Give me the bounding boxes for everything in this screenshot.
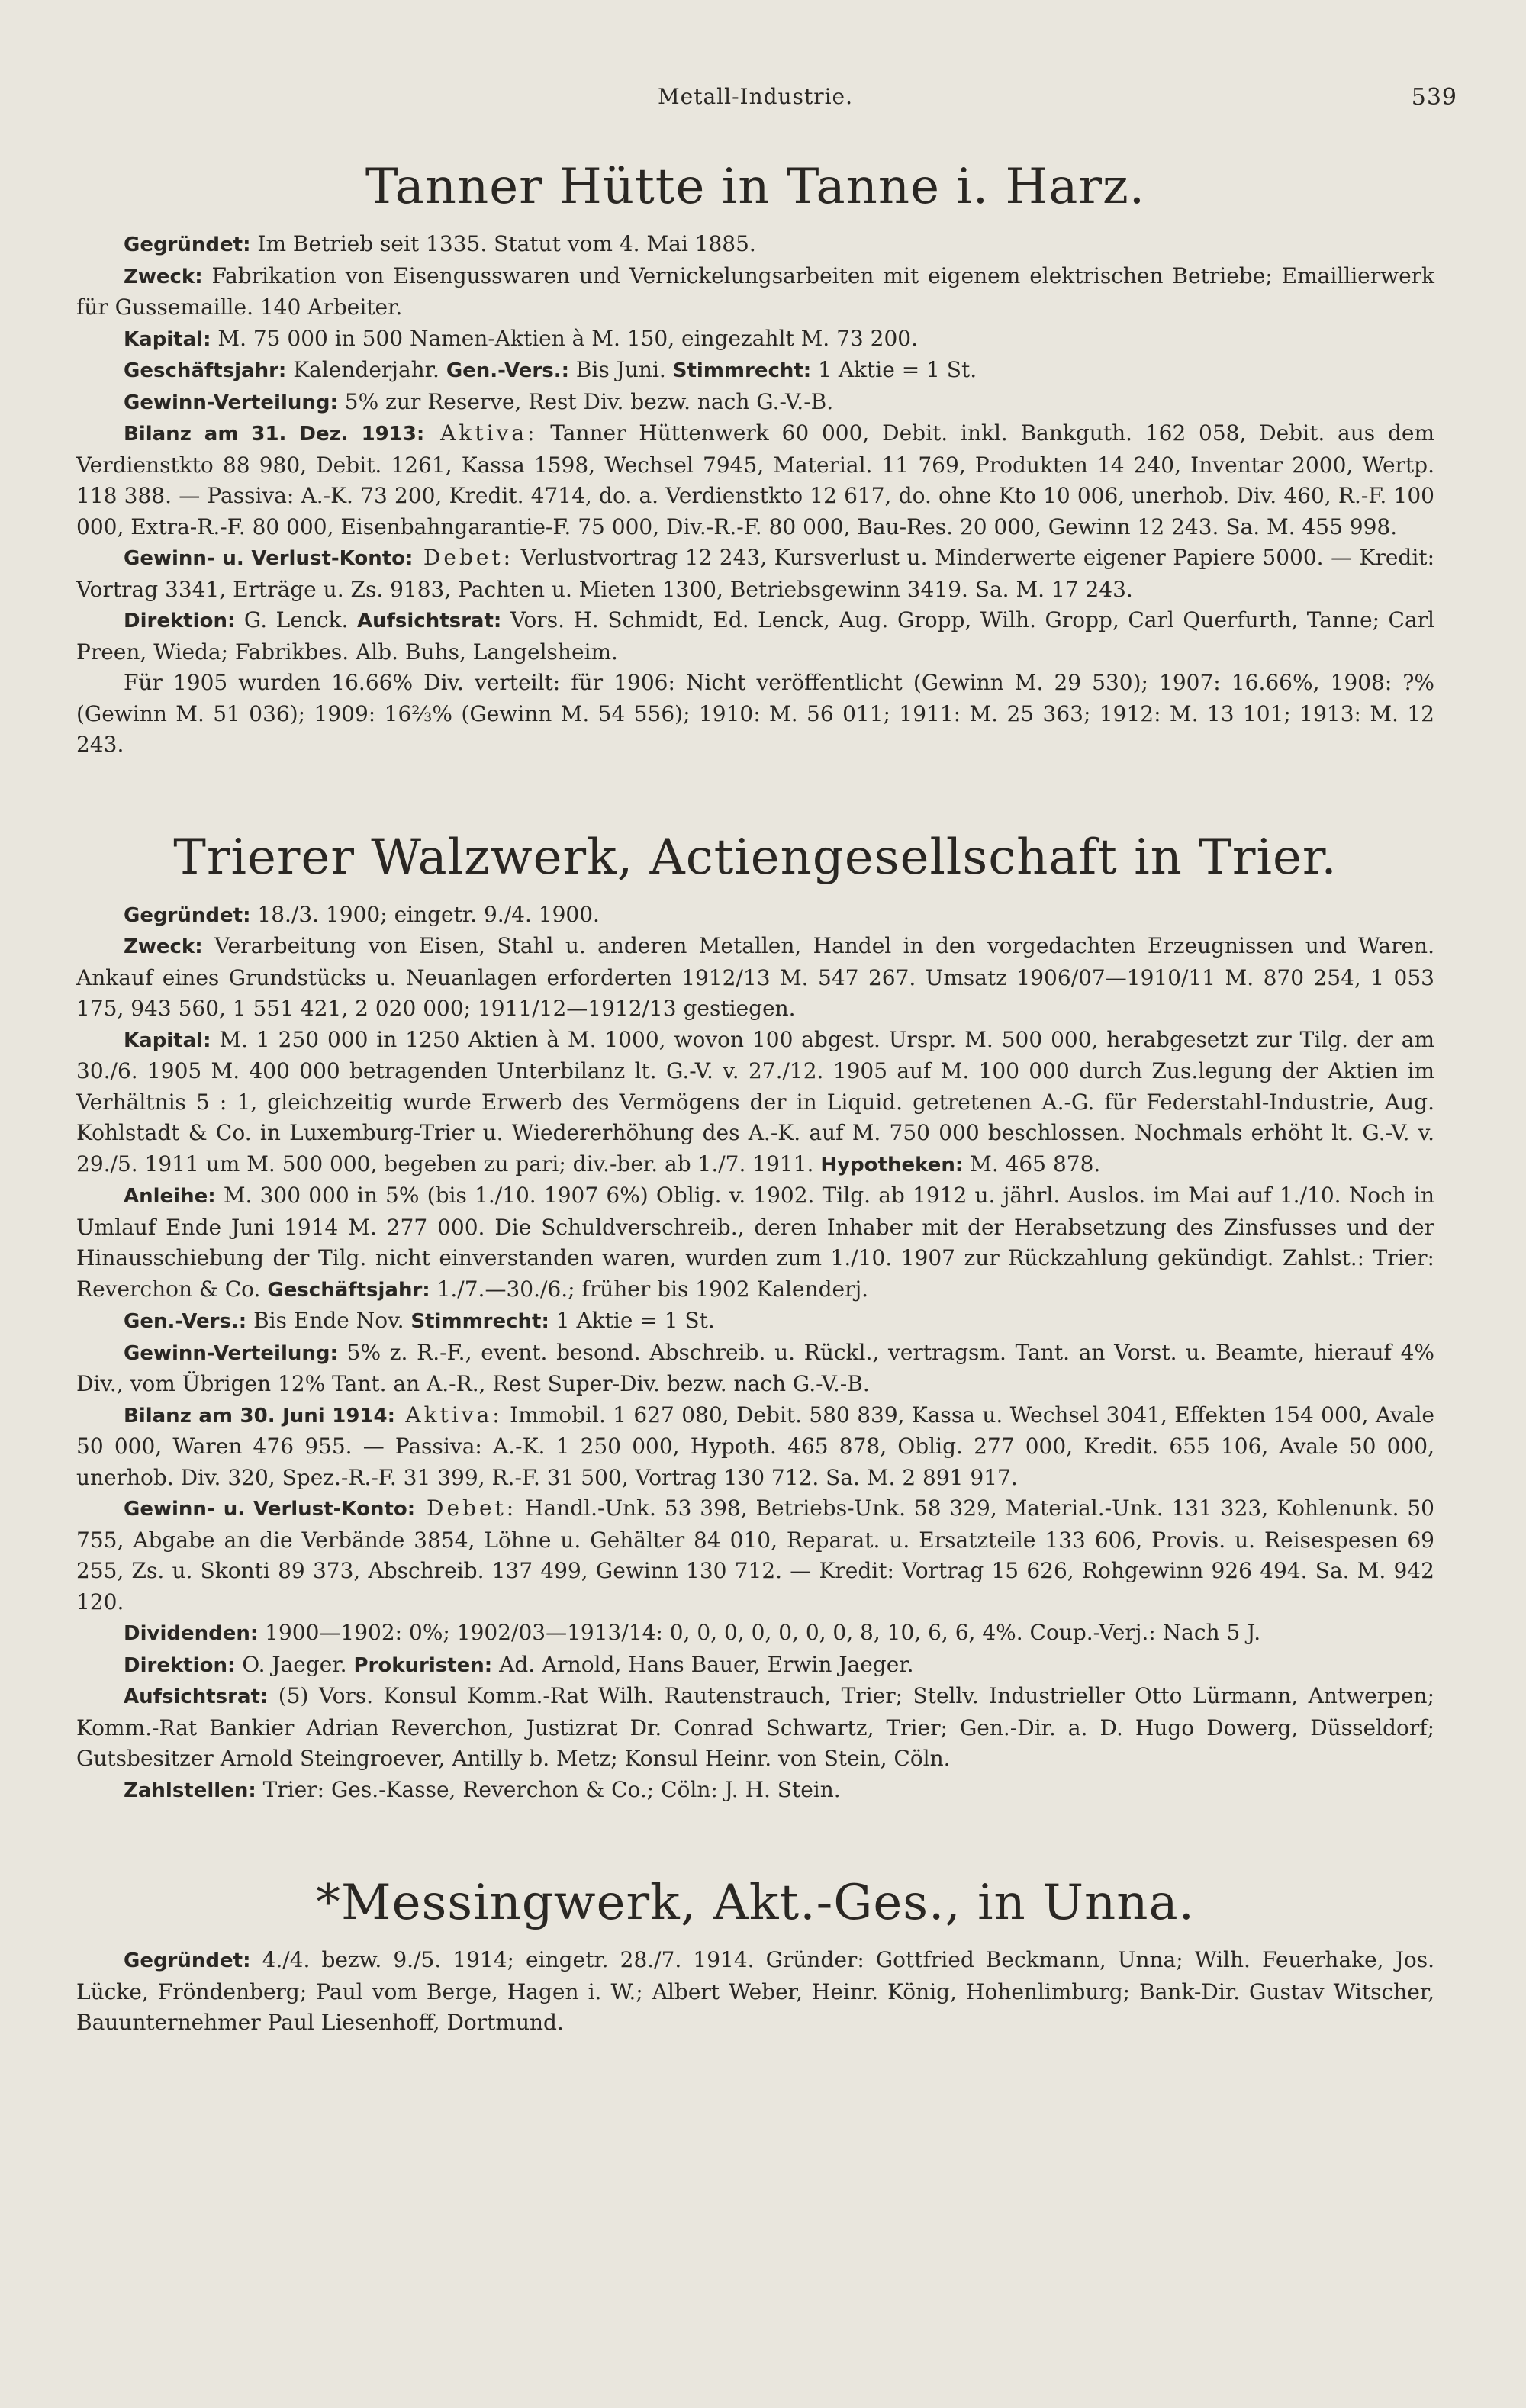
entry-label: Gen.-Vers.: [124,1310,247,1333]
entry-text-2: Bis Juni. [568,357,666,382]
entry-aufsichtsrat [76,1681,1434,1775]
entry-text: Bis Ende Nov. [246,1308,404,1333]
entry-spaced: Aktiva: [395,1402,503,1428]
entry-text-3: 1 Aktie = 1 St. [811,357,977,382]
entry-zweck [76,261,1434,324]
entry-label: Gewinn- u. Verlust-Konto: [124,1498,416,1521]
entry-label: Direktion: [124,1653,236,1677]
entry-label: Zweck: [124,935,203,958]
entry-label-2: Hypotheken: [820,1153,964,1177]
entry-spaced: Aktiva: [424,420,538,446]
entry-text: Fabrikation von Eisengusswaren und Vernickelungsarbeiten mit eigenem elektrischen Betriebe; Emaillierwerk für Gussemaille. 140 Arbeiter. [76,262,1434,320]
entry-zahlstellen [76,1775,1434,1807]
company-section-trierer-walzwerk [76,829,1434,1807]
entry-label: Direktion: [124,610,236,633]
entry-text: G. Lenck. [235,607,349,633]
entry-label: Zahlstellen: [124,1779,256,1802]
entry-label: Gewinn- u. Verlust-Konto: [124,547,414,570]
entry-bilanz [76,1400,1434,1494]
entry-text: 5% zur Reserve, Rest Div. bezw. nach G.-V.-B. [337,388,834,414]
company-title: Trierer Walzwerk, Actiengesellschaft in Trier. [173,829,1338,886]
entry-text-2: M. 465 878. [963,1151,1101,1177]
company-section-tanner-huette [76,159,1434,761]
entry-gewinn-verlust-konto [76,542,1434,605]
entry-text-2: Ad. Arnold, Hans Bauer, Erwin Jaeger. [492,1651,914,1677]
entry-kapital [76,1025,1434,1181]
entry-label: Zweck: [124,265,203,288]
entry-text: Tanner Hüttenwerk 60 000, Debit. inkl. Bankguth. 162 058, Debit. aus dem Verdienstkto 88 980, Debit. 1261, Kassa 1598, Wechsel 7945, Material. 11 769, Produkten 14 240, Inventar 2000, Wertp. 118 388. — Passiva: A.-K. 73 200, Kredit. 4714, do. a. Verdienstkto 12 617, do. ohne Kto 10 006, unerhob. Div. 460, R.-F. 100 000, Extra-R.-F. 80 000, Eisenbahngarantie-F. 75 000, Div.-R.-F. 80 000, Bau-Res. 20 000, Gewinn 12 243. Sa. M. 455 998. [76,420,1434,539]
entry-gegruendet [76,1945,1434,2039]
entry-text: O. Jaeger. [235,1651,347,1677]
entry-label-2: Gen.-Vers.: [446,359,569,382]
entry-gewinn-verteilung [76,387,1434,419]
running-head [76,76,1457,130]
entry-label: Kapital: [124,327,211,351]
company-section-messingwerk [76,1875,1434,2039]
entry-text: 1900—1902: 0%; 1902/03—1913/14: 0, 0, 0, 0, 0, 0, 0, 8, 10, 6, 6, 4%. Coup.-Verj.: Nach 5 J. [258,1620,1261,1645]
entry-text: (5) Vors. Konsul Komm.-Rat Wilh. Rautenstrauch, Trier; Stellv. Industrieller Otto Lürmann, Antwerpen; Komm.-Rat Bankier Adrian Reverchon, Justizrat Dr. Conrad Schwartz, Trier; Gen.-Dir. a. D. Hugo Dowerg, Düsseldorf; Gutsbesitzer Arnold Steingroever, Antilly b. Metz; Konsul Heinr. von Stein, Cöln. [76,1683,1434,1771]
entry-bilanz [76,418,1434,542]
entry-label: Kapital: [124,1029,211,1052]
entry-spaced: Debet: [415,1495,517,1521]
entry-label: Bilanz am 31. Dez. 1913: [124,423,425,446]
entry-text: M. 75 000 in 500 Namen-Aktien à M. 150, eingezahlt M. 73 200. [211,325,918,351]
company-title: Tanner Hütte in Tanne i. Harz. [365,159,1146,215]
entry-gegruendet [76,229,1434,261]
entry-label: Gegründet: [124,1949,251,1972]
entry-label-3: Stimmrecht: [672,359,812,382]
entry-text: Im Betrieb seit 1335. Statut vom 4. Mai 1885. [250,231,756,256]
entry-zweck [76,931,1434,1025]
entry-text: 4./4. bezw. 9./5. 1914; eingetr. 28./7. 1914. Gründer: Gottfried Beckmann, Unna; Wilh. Feuerhake, Jos. Lücke, Fröndenberg; Paul vom Berge, Hagen i. W.; Albert Weber, Heinr. König, Hohenlimburg; Bank-Dir. Gustav Witscher, Bauunternehmer Paul Liesenhoff, Dortmund. [76,1947,1434,2035]
entry-label-2: Aufsichtsrat: [356,610,502,633]
entry-gen-vers [76,1305,1434,1338]
entry-gewinn-verlust-konto [76,1493,1434,1618]
entry-text: Trier: Ges.-Kasse, Reverchon & Co.; Cöln: J. H. Stein. [256,1776,841,1802]
entry-label: Gegründet: [124,233,251,256]
entry-kapital [76,324,1434,356]
entry-label: Gewinn-Verteilung: [124,391,338,414]
entry-text: M. 1 250 000 in 1250 Aktien à M. 1000, wovon 100 abgest. Urspr. M. 500 000, herabgesetzt zur Tilg. der am 30./6. 1905 M. 400 000 betragenden Unterbilanz lt. G.-V. v. 27./12. 1905 auf M. 100 000 durch Zus.legung der Aktien im Verhältnis 5 : 1, gleichzeitig wurde Erwerb des Vermögens der in Liquid. getretenen A.-G. für Federstahl-Industrie, Aug. Kohlstadt & Co. in Luxemburg-Trier u. Wiedererhöhung des A.-K. auf M. 750 000 beschlossen. Nochmals erhöht lt. G.-V. v. 29./5. 1911 um M. 500 000, begeben zu pari; div.-ber. ab 1./7. 1911. [76,1026,1434,1177]
entry-text: Für 1905 wurden 16.66% Div. verteilt: für 1906: Nicht veröffentlicht (Gewinn M. 29 530); 1907: 16.66%, 1908: ?% (Gewinn M. 51 036); 1909: 16⅔% (Gewinn M. 54 556); 1910: M. 56 011; 1911: M. 25 363; 1912: M. 13 101; 1913: M. 12 243. [76,670,1434,757]
entry-dividenden-history [76,668,1434,761]
entry-geschaeftsjahr [76,355,1434,387]
entry-anleihe [76,1180,1434,1305]
entry-text: Kalenderjahr. [286,357,439,382]
entry-label-2: Prokuristen: [353,1653,493,1677]
entry-label: Dividenden: [124,1622,259,1645]
entry-label: Bilanz am 30. Juni 1914: [124,1404,395,1428]
company-title: *Messingwerk, Akt.-Ges., in Unna. [316,1875,1195,1931]
entry-text: 18./3. 1900; eingetr. 9./4. 1900. [250,901,600,927]
entry-spaced: Debet: [413,545,514,570]
entry-text: Verarbeitung von Eisen, Stahl u. anderen Metallen, Handel in den vorgedachten Erzeugnissen und Waren. Ankauf eines Grundstücks u. Neuanlagen erforderten 1912/13 M. 547 267. Umsatz 1906/07—1910/11 M. 870 254, 1 053 175, 943 560, 1 551 421, 2 020 000; 1911/12—1912/13 gestiegen. [76,933,1434,1021]
entry-text-2: Vors. H. Schmidt, Ed. Lenck, Aug. Gropp, Wilh. Gropp, Carl Querfurth, Tanne; Carl Preen, Wieda; Fabrikbes. Alb. Buhs, Langelsheim. [76,607,1435,665]
entry-direktion [76,1650,1434,1682]
entry-text-2: 1 Aktie = 1 St. [549,1308,715,1333]
entry-text: 5% z. R.-F., event. besond. Abschreib. u. Rückl., vertragsm. Tant. an Vorst. u. Beamte, hierauf 4% Div., vom Übrigen 12% Tant. an A.-R., Rest Super-Div. bezw. nach G.-V.-B. [76,1339,1434,1396]
entry-label: Gegründet: [124,903,251,927]
entry-gewinn-verteilung [76,1338,1434,1400]
entry-label-2: Geschäftsjahr: [267,1278,430,1302]
entry-dividenden [76,1618,1434,1650]
running-title: Metall-Industrie. [657,84,854,109]
entry-text-2: 1./7.—30./6.; früher bis 1902 Kalenderj. [430,1276,869,1302]
page-number: 539 [1411,84,1457,111]
entry-label: Geschäftsjahr: [124,359,287,382]
entry-text: M. 300 000 in 5% (bis 1./10. 1907 6%) Oblig. v. 1902. Tilg. ab 1912 u. jährl. Auslos. im Mai auf 1./10. Noch in Umlauf Ende Juni 1914 M. 277 000. Die Schuldverschreib., deren Inhaber mit der Herabsetzung des Zinsfusses und der Hinausschiebung der Tilg. nicht einverstanden waren, wurden zum 1./10. 1907 zur Rückzahlung gekündigt. Zahlst.: Trier: Reverchon & Co. [76,1183,1434,1302]
entry-text: Handl.-Unk. 53 398, Betriebs-Unk. 58 329, Material.-Unk. 131 323, Kohlenunk. 50 755, Abgabe an die Verbände 3854, Löhne u. Gehälter 84 010, Reparat. u. Ersatzteile 133 606, Provis. u. Reisespesen 69 255, Zs. u. Skonti 89 373, Abschreib. 137 499, Gewinn 130 712. — Kredit: Vortrag 15 626, Rohgewinn 926 494. Sa. M. 942 120. [76,1495,1434,1614]
entry-direktion [76,605,1434,668]
entry-label-2: Stimmrecht: [410,1310,549,1333]
entry-gegruendet [76,900,1434,932]
entry-label: Gewinn-Verteilung: [124,1341,338,1365]
entry-label: Aufsichtsrat: [124,1685,269,1708]
entry-text: Immobil. 1 627 080, Debit. 580 839, Kassa u. Wechsel 3041, Effekten 154 000, Avale 50 000, Waren 476 955. — Passiva: A.-K. 1 250 000, Hypoth. 465 878, Oblig. 277 000, Kredit. 655 106, Avale 50 000, unerhob. Div. 320, Spez.-R.-F. 31 399, R.-F. 31 500, Vortrag 130 712. Sa. M. 2 891 917. [76,1402,1434,1490]
entry-text: Verlustvortrag 12 243, Kursverlust u. Minderwerte eigener Papiere 5000. — Kredit: Vortrag 3341, Erträge u. Zs. 9183, Pachten u. Mieten 1300, Betriebsgewinn 3419. Sa. M. 17 243. [76,545,1434,602]
entry-label: Anleihe: [124,1185,216,1208]
